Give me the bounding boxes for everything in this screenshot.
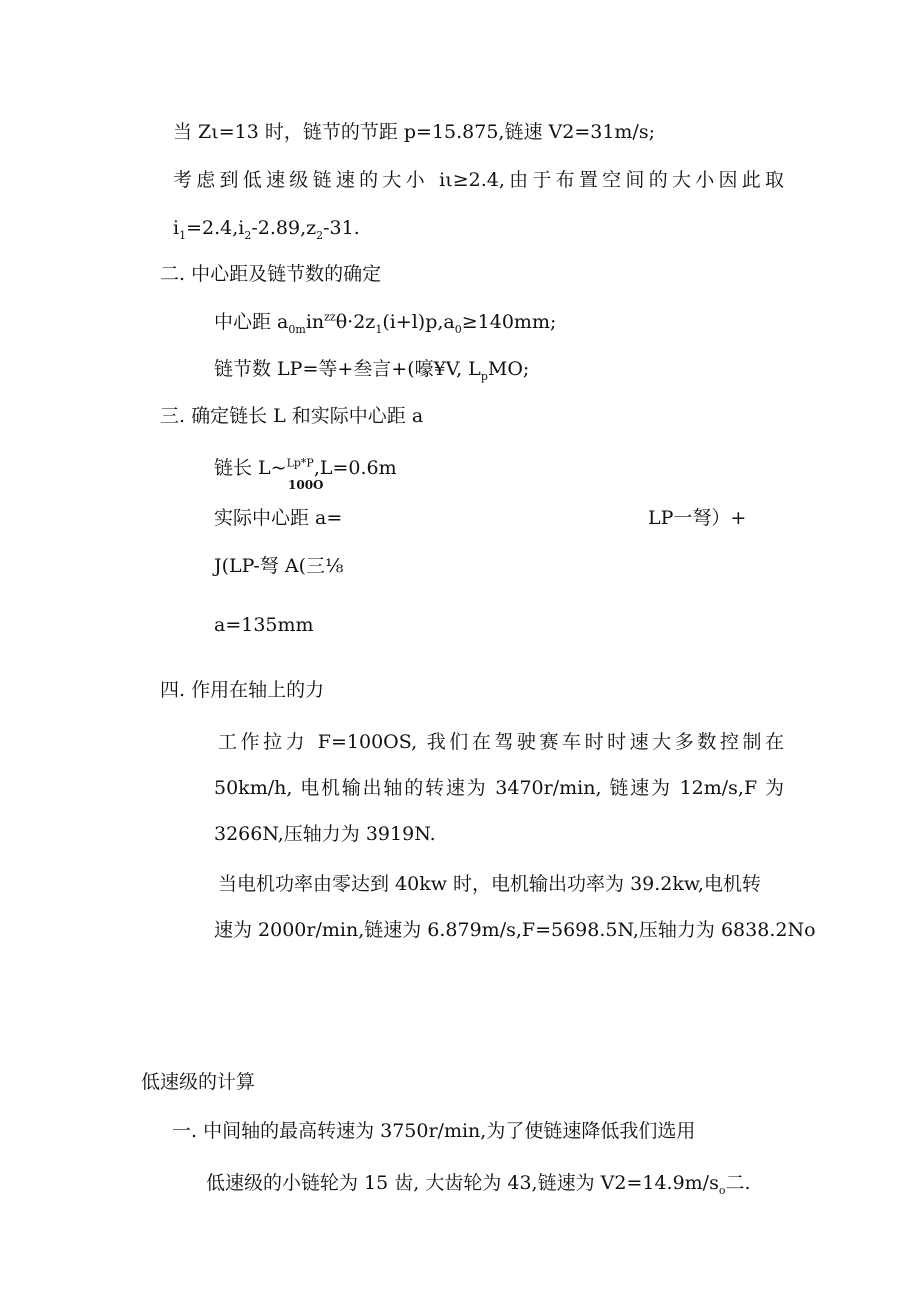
- line-actual-center-label: 实际中心距 a=: [214, 507, 343, 529]
- line-center-distance: 中心距 $a_{0m}in^{zz}\theta\cdot 2z_1(i+l)p,a_0\ge 140mm$;: [214, 310, 557, 336]
- low-speed-line-2: 低速级的小链轮为 15 齿, 大齿轮为 43,链速为 $V2=14.9m∕s_o$二.: [206, 1172, 751, 1197]
- para-2-line-2: 速为 2000r∕min,链速为 6.879m∕s,F=5698.5N,压轴力为 6838.2No: [214, 919, 816, 941]
- line-a-value: a=135mm: [214, 614, 314, 636]
- section-title-low-speed: 低速级的计算: [141, 1071, 256, 1093]
- heading-4: 四. 作用在轴上的力: [160, 679, 325, 701]
- line-chain-links: 链节数 LP=等+叁言+(嚎¥V, $L_pMO$;: [214, 358, 530, 383]
- heading-3: 三. 确定链长 L 和实际中心距 a: [160, 405, 424, 427]
- line-2: 考虑到低速级链速的大小 iι≥2.4,由于布置空间的大小因此取: [173, 169, 784, 191]
- para-1-line-3: 3266N,压轴力为 3919N.: [214, 823, 436, 845]
- heading-2: 二. 中心距及链节数的确定: [160, 263, 382, 285]
- para-2-line-1: 当电机功率由零达到 40kw 时，电机输出功率为 39.2kw,电机转: [218, 873, 761, 895]
- chain-length-denominator: 100O: [288, 478, 324, 492]
- line-1: 当 Zι=13 时，链节的节距 p=15.875,链速 V2=31m∕s;: [173, 121, 655, 143]
- low-speed-line-1: 一. 中间轴的最高转速为 3750r∕min,为了使链速降低我们选用: [172, 1120, 696, 1142]
- para-1-line-1: 工作拉力 F=100OS, 我们在驾驶赛车时时速大多数控制在: [218, 731, 784, 753]
- line-actual-center-formula: J(LP-弩 A(三⅛: [214, 555, 344, 577]
- line-chain-length: 链长 L~$^{Lp*P}$,L=0.6m: [214, 456, 397, 479]
- line-actual-center-right: LP一弩）+: [648, 507, 747, 529]
- line-3: $i_1=2.4,i_2-2.89,z_2-31$.: [173, 217, 360, 242]
- para-1-line-2: 50km∕h, 电机输出轴的转速为 3470r∕min, 链速为 12m∕s,F 为: [214, 777, 784, 799]
